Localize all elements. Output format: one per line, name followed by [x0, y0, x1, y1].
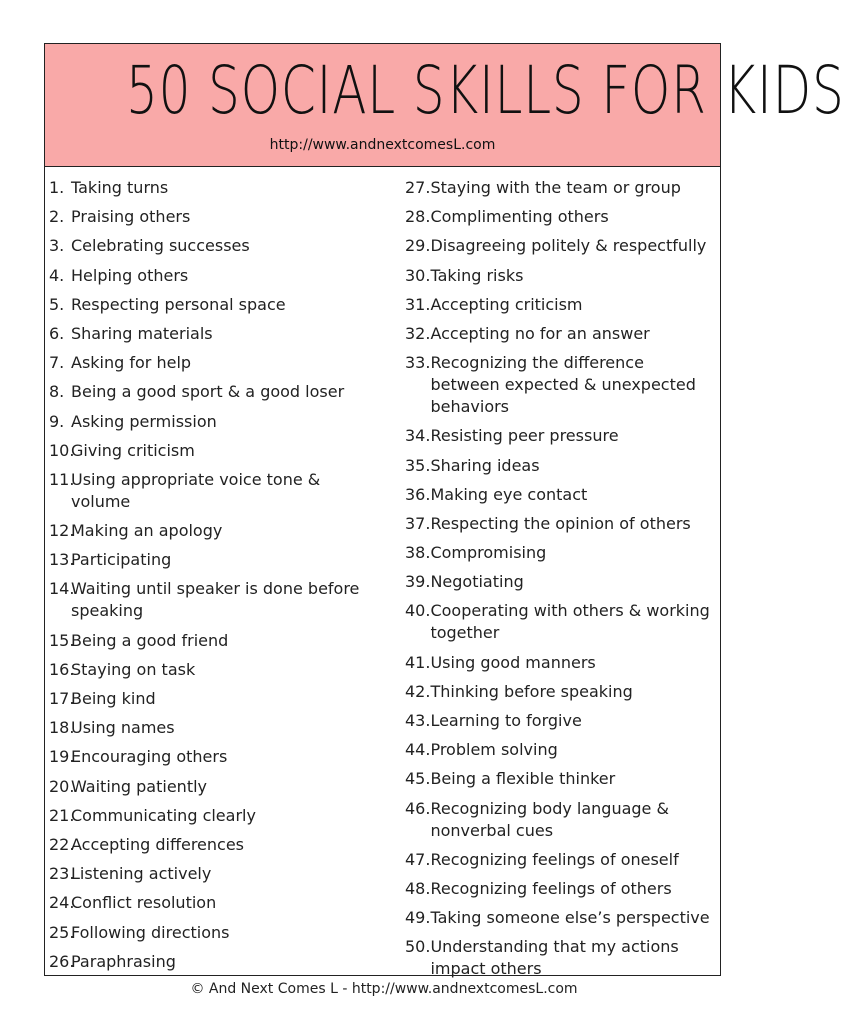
list-item: [405, 235, 715, 257]
list-item: [49, 717, 379, 739]
item-text: Understanding that my actions impact others: [430, 937, 679, 979]
item-text: Encouraging others: [71, 747, 228, 767]
item-number: 50.: [405, 937, 431, 957]
item-number: 38.: [405, 543, 431, 563]
list-item: [49, 411, 379, 433]
item-text: Negotiating: [430, 572, 524, 592]
item-number: 2.: [49, 207, 75, 227]
item-number: 8.: [49, 382, 75, 402]
item-text: Respecting the opinion of others: [430, 513, 691, 533]
list-item: [405, 798, 715, 842]
item-text: Taking someone else’s perspective: [430, 908, 710, 928]
item-number: 29.: [405, 236, 431, 256]
list-item: [49, 688, 379, 710]
item-text: Being a good sport & a good loser: [71, 382, 345, 402]
item-number: 46.: [405, 798, 431, 818]
list-item: [405, 455, 715, 477]
item-number: 18.: [49, 718, 75, 738]
skills-list-left: [49, 177, 379, 980]
item-text: Taking turns: [71, 178, 169, 197]
list-item: [405, 768, 715, 790]
list-item: [49, 206, 379, 228]
item-number: 43.: [405, 711, 431, 730]
item-number: 6.: [49, 323, 75, 343]
item-text: Accepting no for an answer: [430, 323, 650, 343]
item-text: Making eye contact: [430, 484, 588, 504]
item-text: Accepting criticism: [430, 294, 583, 314]
list-item: [49, 352, 379, 374]
list-item: [49, 578, 379, 622]
list-item: [405, 710, 715, 732]
item-number: 44.: [405, 740, 431, 760]
item-number: 36.: [405, 484, 431, 504]
item-number: 39.: [405, 572, 431, 592]
list-item: [49, 549, 379, 571]
list-item: [49, 469, 379, 513]
item-text: Sharing materials: [71, 323, 213, 343]
item-number: 21.: [49, 805, 75, 825]
item-number: 34.: [405, 426, 431, 446]
item-text: Recognizing feelings of oneself: [430, 849, 679, 869]
list-item: [49, 630, 379, 652]
list-item: [405, 652, 715, 674]
list-item: [405, 571, 715, 593]
list-item: [405, 425, 715, 447]
item-number: 45.: [405, 769, 431, 789]
list-item: [405, 265, 715, 287]
item-text: Being a flexible thinker: [430, 769, 616, 789]
list-item: [49, 834, 379, 856]
item-text: Thinking before speaking: [430, 681, 633, 701]
list-item: [49, 746, 379, 768]
item-number: 22.: [49, 834, 75, 854]
item-text: Asking permission: [71, 411, 217, 431]
item-number: 23.: [49, 864, 75, 884]
item-number: 12.: [49, 521, 75, 541]
item-text: Asking for help: [71, 353, 192, 373]
item-text: Disagreeing politely & respectfully: [430, 236, 707, 256]
list-item: [49, 520, 379, 542]
item-text: Accepting differences: [71, 834, 245, 854]
item-number: 28.: [405, 207, 431, 227]
list-item: [49, 323, 379, 345]
item-text: Taking risks: [430, 265, 524, 285]
item-number: 25.: [49, 922, 75, 942]
list-item: [49, 235, 379, 257]
item-number: 20.: [49, 776, 75, 796]
list-item: [405, 878, 715, 900]
item-number: 3.: [49, 236, 75, 256]
item-text: Learning to forgive: [430, 711, 582, 730]
item-number: 7.: [49, 353, 75, 373]
item-number: 37.: [405, 513, 431, 533]
item-number: 31.: [405, 294, 431, 314]
list-item: [405, 907, 715, 929]
item-text: Complimenting others: [430, 207, 609, 227]
item-text: Communicating clearly: [71, 805, 256, 825]
item-number: 27.: [405, 178, 431, 197]
item-number: 17.: [49, 689, 75, 708]
item-number: 26.: [49, 951, 75, 971]
item-text: Cooperating with others & working together: [430, 601, 710, 643]
list-item: [49, 805, 379, 827]
item-number: 35.: [405, 455, 431, 475]
item-number: 4.: [49, 265, 75, 285]
document-frame: [44, 43, 845, 979]
item-text: Respecting personal space: [71, 294, 286, 314]
skills-list-right: [405, 177, 715, 988]
list-item: [49, 776, 379, 798]
item-text: Listening actively: [71, 864, 212, 884]
list-item: [405, 294, 715, 316]
item-number: 49.: [405, 908, 431, 928]
item-text: Recognizing body language & nonverbal cues: [430, 798, 669, 840]
list-item: [405, 681, 715, 703]
list-item: [49, 922, 379, 944]
item-text: Paraphrasing: [71, 951, 176, 971]
list-item: [405, 600, 715, 644]
item-number: 5.: [49, 294, 75, 314]
item-text: Using appropriate voice tone & volume: [71, 469, 321, 511]
item-text: Conflict resolution: [71, 893, 217, 913]
item-text: Recognizing the difference between expected & unexpected behaviors: [430, 353, 696, 417]
item-text: Recognizing feelings of others: [430, 878, 672, 898]
item-number: 41.: [405, 652, 431, 672]
item-number: 32.: [405, 323, 431, 343]
item-text: Giving criticism: [71, 440, 195, 460]
list-item: [405, 936, 715, 980]
item-text: Using names: [71, 718, 175, 738]
item-text: Being kind: [71, 689, 156, 708]
item-text: Using good manners: [430, 652, 596, 672]
item-number: 48.: [405, 878, 431, 898]
item-text: Waiting until speaker is done before speaking: [71, 579, 360, 621]
item-text: Praising others: [71, 207, 191, 227]
item-text: Staying with the team or group: [430, 178, 681, 197]
item-text: Participating: [71, 550, 172, 570]
item-number: 33.: [405, 353, 431, 373]
item-number: 10.: [49, 440, 75, 460]
item-number: 1.: [49, 178, 75, 197]
item-number: 14.: [49, 579, 75, 599]
item-number: 30.: [405, 265, 431, 285]
list-item: [405, 484, 715, 506]
item-number: 13.: [49, 550, 75, 570]
list-item: [49, 440, 379, 462]
item-number: 40.: [405, 601, 431, 621]
header-url[interactable]: http://www.andnextcomesL.com: [269, 137, 496, 153]
item-text: Helping others: [71, 265, 189, 285]
item-text: Sharing ideas: [430, 455, 540, 475]
item-text: Being a good friend: [71, 630, 229, 650]
list-item: [49, 265, 379, 287]
item-text: Staying on task: [71, 659, 196, 679]
item-number: 24.: [49, 893, 75, 913]
list-item: [49, 659, 379, 681]
item-text: Problem solving: [430, 740, 558, 760]
list-item: [49, 863, 379, 885]
item-number: 16.: [49, 659, 75, 679]
list-item: [405, 352, 715, 418]
header-banner: [45, 44, 845, 167]
footer-credit: © And Next Comes L - http://www.andnextcomesL.com: [190, 981, 578, 997]
list-item: [405, 206, 715, 228]
list-item: [405, 739, 715, 761]
item-text: Waiting patiently: [71, 776, 207, 796]
item-number: 19.: [49, 747, 75, 767]
page-title: 50 SOCIAL SKILLS FOR KIDS: [126, 52, 845, 129]
list-item: [49, 381, 379, 403]
item-number: 9.: [49, 411, 75, 431]
list-item: [405, 849, 715, 871]
list-item: [49, 892, 379, 914]
item-text: Celebrating successes: [71, 236, 250, 256]
list-item: [49, 951, 379, 973]
list-item: [405, 323, 715, 345]
list-item: [405, 542, 715, 564]
item-number: 15.: [49, 630, 75, 650]
list-item: [405, 177, 715, 199]
list-item: [49, 177, 379, 199]
item-text: Compromising: [430, 543, 547, 563]
list-item: [405, 513, 715, 535]
item-text: Making an apology: [71, 521, 223, 541]
item-number: 42.: [405, 681, 431, 701]
item-number: 11.: [49, 469, 75, 489]
item-number: 47.: [405, 849, 431, 869]
item-text: Resisting peer pressure: [430, 426, 619, 446]
item-text: Following directions: [71, 922, 230, 942]
list-item: [49, 294, 379, 316]
